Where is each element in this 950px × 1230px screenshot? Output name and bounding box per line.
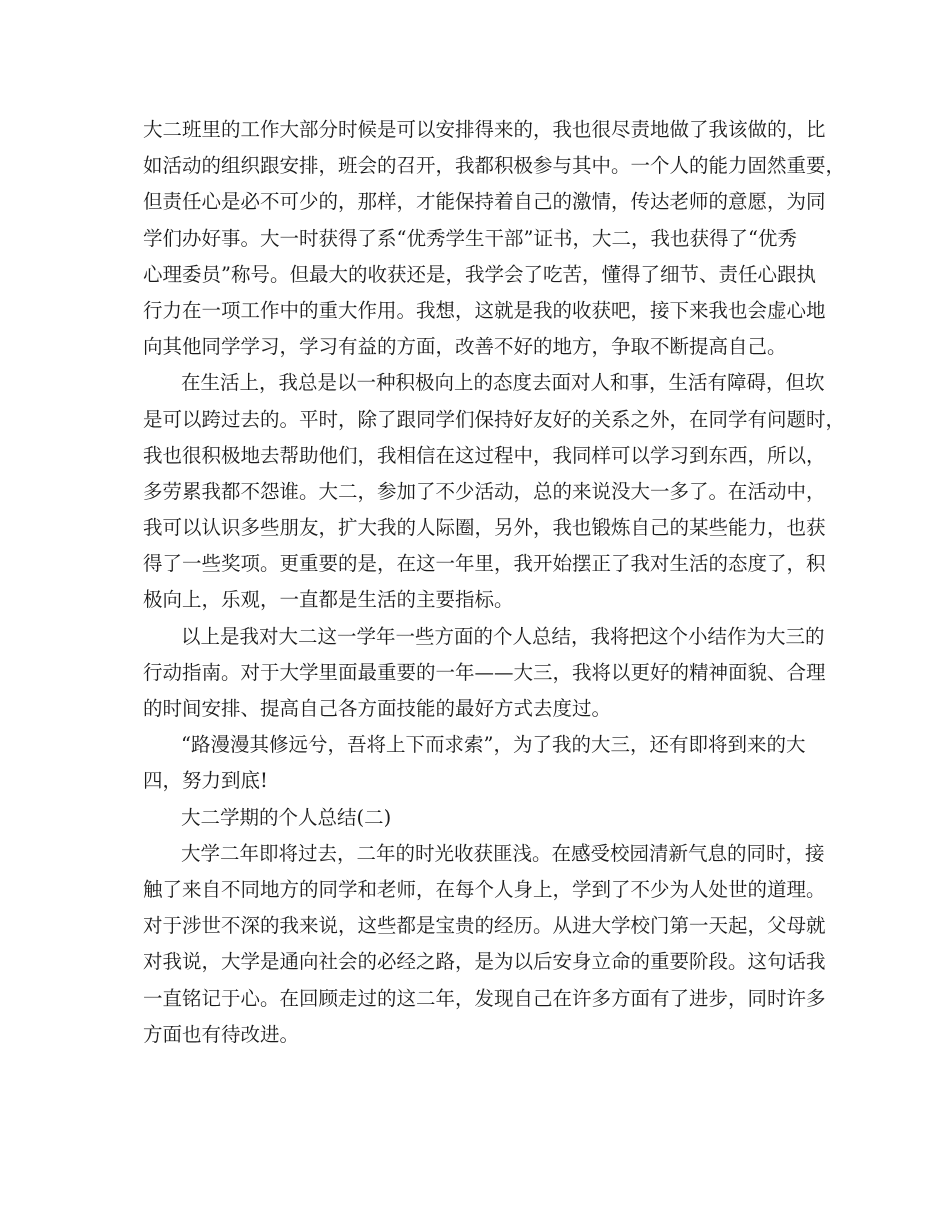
text-line-26: 方面也有待改进。 [143,1022,300,1046]
document-page [143,112,846,1053]
text-line-5: 心理委员”称号。但最大的收获还是，我学会了吃苦，懂得了细节、责任心跟执 [143,262,816,286]
section-heading: 大二学期的个人总结(二) [181,805,392,829]
text-line-16: 行动指南。对于大学里面最重要的一年——大三，我将以更好的精神面貌、合理 [143,660,826,684]
text-line-17: 的时间安排、提高自己各方面技能的最好方式去度过。 [143,697,612,720]
text-line-8: 在生活上，我总是以一种积极向上的态度去面对人和事，生活有障碍，但坎 [181,371,825,395]
text-line-14: 极向上，乐观，一直都是生活的主要指标。 [143,588,514,612]
text-line-23: 对于涉世不深的我来说，这些都是宝贵的经历。从进大学校门第一天起，父母就 [143,914,826,938]
text-line-15: 以上是我对大二这一学年一些方面的个人总结，我将把这个小结作为大三的 [181,624,825,648]
text-line-25: 一直铭记于心。在回顾走过的这二年，发现自己在许多方面有了进步，同时许多 [143,986,826,1010]
text-line-3: 但责任心是必不可少的，那样，才能保持着自己的激情，传达老师的意愿，为同 [143,190,826,214]
text-line-10: 我也很积极地去帮助他们，我相信在这过程中，我同样可以学习到东西，所以， [143,443,826,467]
text-line-13: 得了一些奖项。更重要的是，在这一年里，我开始摆正了我对生活的态度了，积 [143,552,826,576]
text-line-2: 如活动的组织跟安排，班会的召开，我都积极参与其中。一个人的能力固然重要， [143,154,846,178]
text-line-22: 触了来自不同地方的同学和老师，在每个人身上，学到了不少为人处世的道理。 [143,877,826,901]
text-line-19: 四，努力到底! [143,769,268,793]
text-line-18: “路漫漫其修远兮，吾将上下而求索”，为了我的大三，还有即将到来的大 [181,733,806,757]
text-line-4: 学们办好事。大一时获得了系“优秀学生干部”证书，大二，我也获得了“优秀 [143,226,797,250]
text-line-1: 大二班里的工作大部分时候是可以安排得来的，我也很尽责地做了我该做的，比 [143,118,826,141]
text-line-21: 大学二年即将过去，二年的时光收获匪浅。在感受校园清新气息的同时，接 [181,841,825,865]
text-line-7: 向其他同学学习，学习有益的方面，改善不好的地方，争取不断提高自己。 [143,335,787,359]
text-line-24: 对我说，大学是通向社会的必经之路，是为以后安身立命的重要阶段。这句话我 [143,950,826,974]
text-line-6: 行力在一项工作中的重大作用。我想，这就是我的收获吧，接下来我也会虚心地 [143,298,826,322]
text-line-11: 多劳累我都不怨谁。大二，参加了不少活动，总的来说没大一多了。在活动中， [143,479,826,503]
text-line-12: 我可以认识多些朋友，扩大我的人际圈，另外，我也锻炼自己的某些能力，也获 [143,516,826,540]
text-line-9: 是可以跨过去的。平时，除了跟同学们保持好友好的关系之外，在同学有问题时， [143,407,846,431]
